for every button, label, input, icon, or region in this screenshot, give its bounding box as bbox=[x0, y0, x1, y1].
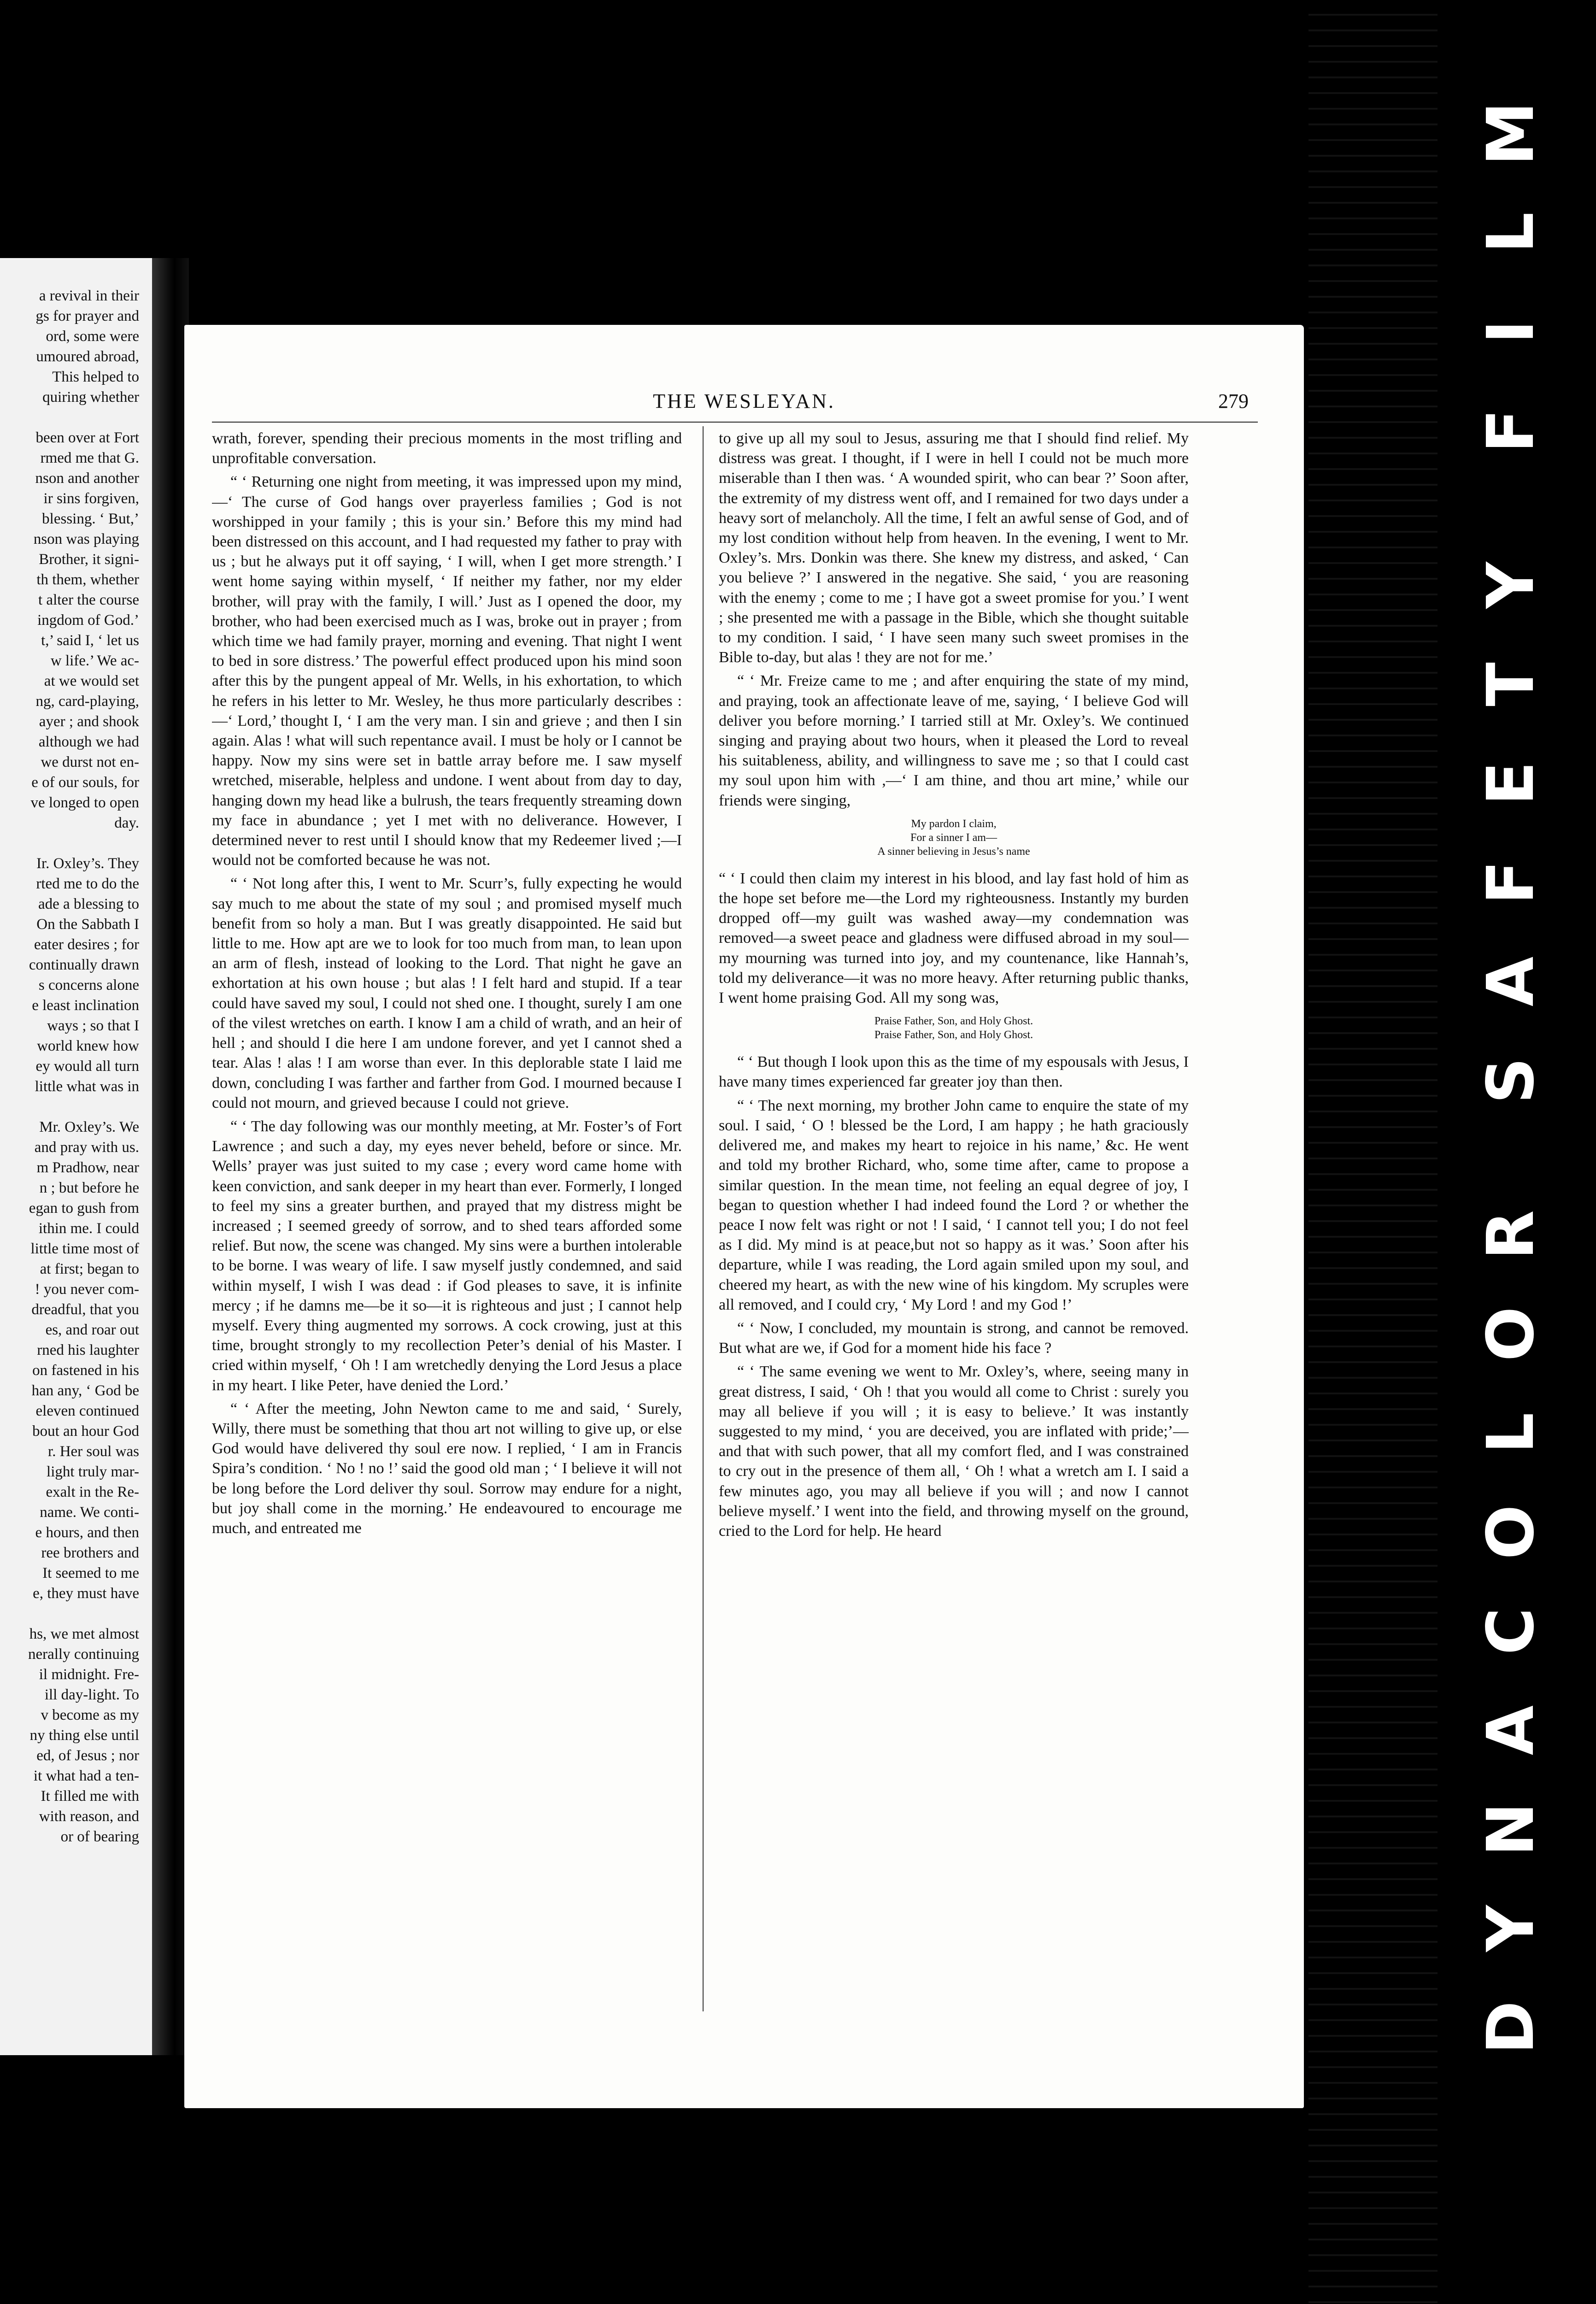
book-gutter bbox=[152, 258, 189, 2055]
hymn-verse bbox=[719, 1014, 1189, 1042]
previous-page-line: ! you never com- bbox=[35, 1281, 139, 1298]
previous-page-line: ithin me. I could bbox=[38, 1220, 139, 1237]
film-label-letter: A bbox=[1473, 956, 1549, 1007]
previous-page-edge bbox=[0, 258, 152, 2055]
film-label-letter: Y bbox=[1473, 1905, 1549, 1952]
previous-page-line: at we would set bbox=[44, 673, 139, 689]
previous-page-line: ed, of Jesus ; nor bbox=[36, 1747, 139, 1764]
previous-page-line: day. bbox=[114, 815, 139, 831]
previous-page-line: bout an hour God bbox=[32, 1423, 139, 1440]
paragraph: “ ‘ After the meeting, John Newton came to me and said, ‘ Surely, Willy, there must be something that thou art not willing to give up, or else God would have delivered thy soul ere now. I replied, ‘ I am in Francis Spira’s condition. ‘ No ! no !’ said the good old man ; ‘ I believe it will not be long before the Lord deliver thy soul. Sorrow may endure for a night, but joy shall come in the morning.’ He endeavoured to encourage me much, and entreated me bbox=[212, 1400, 682, 1537]
previous-page-line: quiring whether bbox=[42, 389, 139, 406]
film-label-letter: O bbox=[1473, 1306, 1549, 1362]
film-edge-label bbox=[1465, 92, 1557, 2304]
page-number: 279 bbox=[1218, 390, 1249, 412]
previous-page-line: gs for prayer and bbox=[35, 308, 139, 324]
film-border bbox=[1308, 0, 1438, 2304]
previous-page-line: This helped to bbox=[52, 369, 139, 385]
previous-page-line: e least inclination bbox=[32, 997, 139, 1014]
film-label-letter: F bbox=[1473, 860, 1549, 905]
previous-page-line: rmed me that G. bbox=[40, 450, 139, 466]
previous-page-line: and pray with us. bbox=[34, 1139, 139, 1156]
previous-page-line: or of bearing bbox=[60, 1828, 139, 1845]
film-label-letter: L bbox=[1473, 1412, 1549, 1454]
previous-page-line: Brother, it signi- bbox=[39, 551, 139, 568]
paragraph: “ ‘ But though I look upon this as the time of my espousals with Jesus, I have many times experienced far greater joy than then. bbox=[719, 1053, 1189, 1091]
film-label-letter: L bbox=[1473, 212, 1549, 253]
previous-page-line: ng, card-playing, bbox=[35, 693, 139, 710]
previous-page-line: egan to gush from bbox=[29, 1200, 139, 1217]
film-label-letter: S bbox=[1473, 1057, 1549, 1104]
previous-page-line: at first; began to bbox=[40, 1261, 139, 1277]
previous-page-line: rned his laughter bbox=[37, 1342, 139, 1358]
previous-page-line: It seemed to me bbox=[42, 1565, 139, 1581]
previous-page-line: it what had a ten- bbox=[33, 1768, 139, 1784]
running-head bbox=[184, 389, 1304, 417]
previous-page-line: exalt in the Re- bbox=[46, 1484, 139, 1500]
previous-page-line: s concerns alone bbox=[38, 977, 139, 993]
previous-page-line: m Pradhow, near bbox=[36, 1159, 139, 1176]
previous-page-line: ny thing else until bbox=[29, 1727, 139, 1744]
previous-page-line: although we had bbox=[38, 734, 139, 750]
previous-page-line: ayer ; and shook bbox=[39, 713, 139, 730]
previous-page-line: ord, some were bbox=[46, 328, 139, 345]
previous-page-line: light truly mar- bbox=[47, 1464, 139, 1480]
previous-page-line: t,’ said I, ‘ let us bbox=[41, 632, 139, 649]
previous-page-line: ill day-light. To bbox=[44, 1687, 139, 1703]
film-label-letter: Y bbox=[1473, 562, 1549, 609]
previous-page-line: On the Sabbath I bbox=[36, 916, 139, 933]
paragraph: “ ‘ The day following was our monthly meeting, at Mr. Foster’s of Fort Lawrence ; and such a day, my eyes never beheld, before or since. Mr. Wells’ prayer was just suited to my case ; every word came home with keen conviction, and sank deeper in my heart than ever. Formerly, I longed to feel my sins a greater burthen, and prayed that my distress might be increased ; I seemed greedy of sorrow, and to shed tears afforded some relief. But now, the scene was changed. My sins were a burthen intolerable to be borne. I was weary of life. I saw myself justly condemned, and said within myself, I wish I was dead : if God pleases to save, it is infinite mercy ; if he damns me—be it so—it is righteous and just ; I cannot help myself. Every thing augmented my sorrows. A cock crowing, just at this time, brought strongly to my recollection Peter’s denial of his Master. I cried within myself, ‘ Oh ! I am wretchedly denying the Lord Jesus a place in my heart. I like Peter, have denied the Lord.’ bbox=[212, 1117, 682, 1394]
film-label-letter: O bbox=[1473, 1505, 1549, 1560]
previous-page-line: world knew how bbox=[37, 1038, 139, 1054]
film-label-letter: N bbox=[1473, 1802, 1549, 1857]
hymn-verse bbox=[719, 817, 1189, 858]
verse-line: For a sinner I am— bbox=[910, 831, 997, 844]
paragraph: to give up all my soul to Jesus, assuring me that I should find relief. My distress was great. I thought, if I were in hell I could not be much more miserable than I then was. ‘ A wounded spirit, who can bear ?’ Soon after, the extremity of my distress went off, and I remained for two days under a heavy sort of melancholy. All the time, I felt an awful sense of God, and of my lost condition without help from heaven. In the evening, I went to Mr. Oxley’s. Mrs. Donkin was there. She knew my distress, and asked, ‘ Can you believe ?’ I answered in the negative. She said, ‘ you are reasoning with the enemy ; come to me ; I have got a sweet promise for you.’ I went ; she presented me with a passage in the Bible, which she thought suitable to my condition. I said, ‘ I have seen many such sweet promises in the Bible to-day, but alas ! they are not for me.’ bbox=[719, 430, 1189, 666]
previous-page-line: rted me to do the bbox=[36, 876, 139, 892]
paragraph: “ ‘ Not long after this, I went to Mr. Scurr’s, fully expecting he would say much to me about the state of my soul ; and promised myself much benefit from so holy a man. But I was greatly disappointed. He said but little to me. How apt are we to look for too much from man, to lean upon an arm of flesh, instead of looking to the Lord. That night he gave an exhortation at his own house ; but alas ! I felt hard and stupid. If a tear could have saved my soul, I could not shed one. I thought, surely I am one of the vilest wretches on earth. I know I am a child of wrath, and an heir of hell ; and should I die here I am undone forever, and yet I cannot shed a tear. Alas ! alas ! I am worse than ever. In this deplorable state I laid me down, concluding I was farther and farther from God. I mourned because I could not mourn, and grieved because I could not grieve. bbox=[212, 875, 682, 1111]
previous-page-line: a revival in their bbox=[39, 288, 139, 304]
film-label-letter: R bbox=[1473, 1210, 1549, 1260]
previous-page-line: ve longed to open bbox=[30, 794, 139, 811]
previous-page-line: e hours, and then bbox=[35, 1524, 139, 1541]
film-label-letter: M bbox=[1473, 101, 1549, 166]
running-title: THE WESLEYAN. bbox=[653, 390, 835, 412]
previous-page-line: dreadful, that you bbox=[31, 1301, 139, 1318]
previous-page-line: han any, ‘ God be bbox=[31, 1382, 139, 1399]
film-label-letter: D bbox=[1473, 2000, 1549, 2055]
previous-page-line: ways ; so that I bbox=[47, 1017, 139, 1034]
previous-page-line: e of our souls, for bbox=[31, 774, 139, 791]
previous-page-line: umoured abroad, bbox=[36, 348, 139, 365]
document-page bbox=[184, 325, 1304, 2108]
previous-page-line: little what was in bbox=[35, 1078, 139, 1095]
previous-page-line: eater desires ; for bbox=[34, 936, 139, 953]
previous-page-line: Ir. Oxley’s. They bbox=[36, 855, 139, 872]
paragraph: “ ‘ Mr. Freize came to me ; and after enquiring the state of my mind, and praying, took an affectionate leave of me, saying, ‘ I believe God will deliver you before morning.’ I tarried still at Mr. Oxley’s. We continued singing and praying about two hours, when it pleased the Lord to reveal his suitableness, ability, and willingness to save me ; so that I could cast my soul upon him with ,—‘ I am thine, and thou art mine,’ while our friends were singing, bbox=[719, 672, 1189, 809]
previous-page-line: r. Her soul was bbox=[48, 1443, 139, 1460]
left-column bbox=[212, 429, 682, 2014]
previous-page-line: e, they must have bbox=[33, 1585, 139, 1602]
previous-page-line: il midnight. Fre- bbox=[39, 1666, 139, 1683]
film-label-letter: A bbox=[1473, 1705, 1549, 1756]
right-column bbox=[719, 429, 1189, 2014]
previous-page-line: t alter the course bbox=[38, 592, 139, 608]
column-rule bbox=[703, 426, 704, 2011]
verse-line: Praise Father, Son, and Holy Ghost. bbox=[874, 1029, 1033, 1041]
previous-page-line: eleven continued bbox=[35, 1403, 139, 1419]
previous-page-line: name. We conti- bbox=[40, 1504, 139, 1521]
previous-page-line: hs, we met almost bbox=[29, 1626, 139, 1642]
previous-page-line: th them, whether bbox=[36, 571, 139, 588]
previous-page-line: ade a blessing to bbox=[38, 896, 139, 912]
verse-line: My pardon I claim, bbox=[911, 817, 997, 830]
previous-page-line: ey would all turn bbox=[35, 1058, 139, 1075]
verse-line: Praise Father, Son, and Holy Ghost. bbox=[874, 1015, 1033, 1028]
previous-page-line: blessing. ‘ But,’ bbox=[42, 511, 139, 527]
paragraph: “ ‘ The next morning, my brother John came to enquire the state of my soul. I said, ‘ O ! blessed be the Lord, I am happy ; he hath graciously delivered me, and makes my heart to rejoice in his name,’ &c. He went and told my brother Richard, who, some time after, came to propose a similar question. In the mean time, not feeling an equal degree of joy, I began to question whether I had indeed found the Lord ? or whether the peace I now felt was right or not ! I said, ‘ I cannot tell you; I do not feel as I did. My mind is at peace,but not so happy as it was.’ Soon after his departure, while I was reading, the Lord again smiled upon my soul, and cheered my heart, as with the new wine of his kingdom. My scruples were all removed, and I could cry, ‘ My Lord ! and my God !’ bbox=[719, 1097, 1189, 1313]
paragraph: wrath, forever, spending their precious moments in the most trifling and unprofitable conversation. bbox=[212, 430, 682, 467]
film-label-letter: E bbox=[1473, 761, 1549, 805]
previous-page-line: ingdom of God.’ bbox=[37, 612, 139, 629]
previous-page-line: ir sins forgiven, bbox=[43, 490, 139, 507]
paragraph: “ ‘ I could then claim my interest in his blood, and lay fast hold of him as the hope set before me—the Lord my righteousness. Instantly my burden dropped off—my guilt was washed away—my condemnation was removed—a sweet peace and gladness were diffused abroad in my soul—my mourning was turned into joy, and my countenance, like Hannah’s, told my deliverance—it was no more heavy. After returning public thanks, I went home praising God. All my song was, bbox=[719, 870, 1189, 1007]
previous-page-line: continually drawn bbox=[29, 957, 139, 973]
film-label-letter: F bbox=[1473, 409, 1549, 453]
paragraph: “ ‘ Now, I concluded, my mountain is strong, and cannot be removed. But what are we, if God for a moment hide his face ? bbox=[719, 1319, 1189, 1357]
paragraph: “ ‘ Returning one night from meeting, it was impressed upon my mind,—‘ The curse of God hangs over prayerless families ; God is not worshipped in your family ; this is your sin.’ Before this my mind had been distressed on this account, and I had requested my father to pray with us ; but he always put it off saying, ‘ I will, when I get more strength.’ I went home saying within myself, ‘ If neither my father, nor my elder brother, will pray with the family, I will.’ Just as I opened the door, my brother, who had been exercised much as I was, broke out in prayer ; from which time we had family prayer, morning and evening. That night I went to bed in sore distress.’ The powerful effect produced upon his mind soon after this by the pungent appeal of Mr. Wells, in his exhortation, to which he refers in his letter to Mr. Wesley, he thus more particularly describes :—‘ Lord,’ thought I, ‘ I am the very man. I sin and grieve ; and then I sin again. Alas ! what will such repentance avail. I must be holy or I cannot be happy. Now my sins were set in battle array before me. I saw myself wretched, miserable, helpless and undone. I went about from day to day, hanging down my head like a bulrush, the tears frequently streaming down my face in abundance ; yet I met with no deliverance. However, I determined never to rest until I should know that my Redeemer lived ;—I would not be comforted because he was not. bbox=[212, 473, 682, 869]
previous-page-line: It filled me with bbox=[41, 1788, 139, 1804]
previous-page-line: w life.’ We ac- bbox=[50, 652, 139, 669]
previous-page-line: es, and roar out bbox=[45, 1322, 139, 1338]
previous-page-line: with reason, and bbox=[39, 1808, 139, 1825]
previous-page-line: ree brothers and bbox=[41, 1545, 139, 1561]
film-label-letter: I bbox=[1473, 319, 1549, 344]
previous-page-line: on fastened in his bbox=[32, 1362, 139, 1379]
verse-line: A sinner believing in Jesus’s name bbox=[877, 845, 1030, 858]
previous-page-line: n ; but before he bbox=[39, 1180, 139, 1196]
previous-page-line: we durst not en- bbox=[41, 754, 139, 770]
paragraph: “ ‘ The same evening we went to Mr. Oxley’s, where, seeing many in great distress, I said, ‘ Oh ! that you would all come to Christ : surely you may all believe if you will ; it is easy to believe.’ It was instantly suggested to my mind, ‘ you are deceived, you are inflated with pride;’—and that with such power, that all my comfort fled, and I was constrained to cry out in the presence of them all, ‘ Oh ! what a wretch am I. I said a few minutes ago, you may all believe if you will ; and now I cannot believe myself.’ I went into the field, and throwing myself on the ground, cried to the Lord for help. He heard bbox=[719, 1363, 1189, 1540]
previous-page-line: nerally continuing bbox=[28, 1646, 139, 1663]
previous-page-line: been over at Fort bbox=[35, 429, 139, 446]
previous-page-line: Mr. Oxley’s. We bbox=[39, 1119, 139, 1135]
previous-page-line: nson was playing bbox=[33, 531, 139, 547]
previous-page-line: little time most of bbox=[30, 1240, 139, 1257]
film-label-letter: C bbox=[1473, 1607, 1549, 1655]
film-label-letter: T bbox=[1473, 662, 1549, 706]
previous-page-line: nson and another bbox=[35, 470, 139, 487]
previous-page-line: v become as my bbox=[41, 1707, 139, 1723]
header-rule bbox=[212, 422, 1258, 423]
